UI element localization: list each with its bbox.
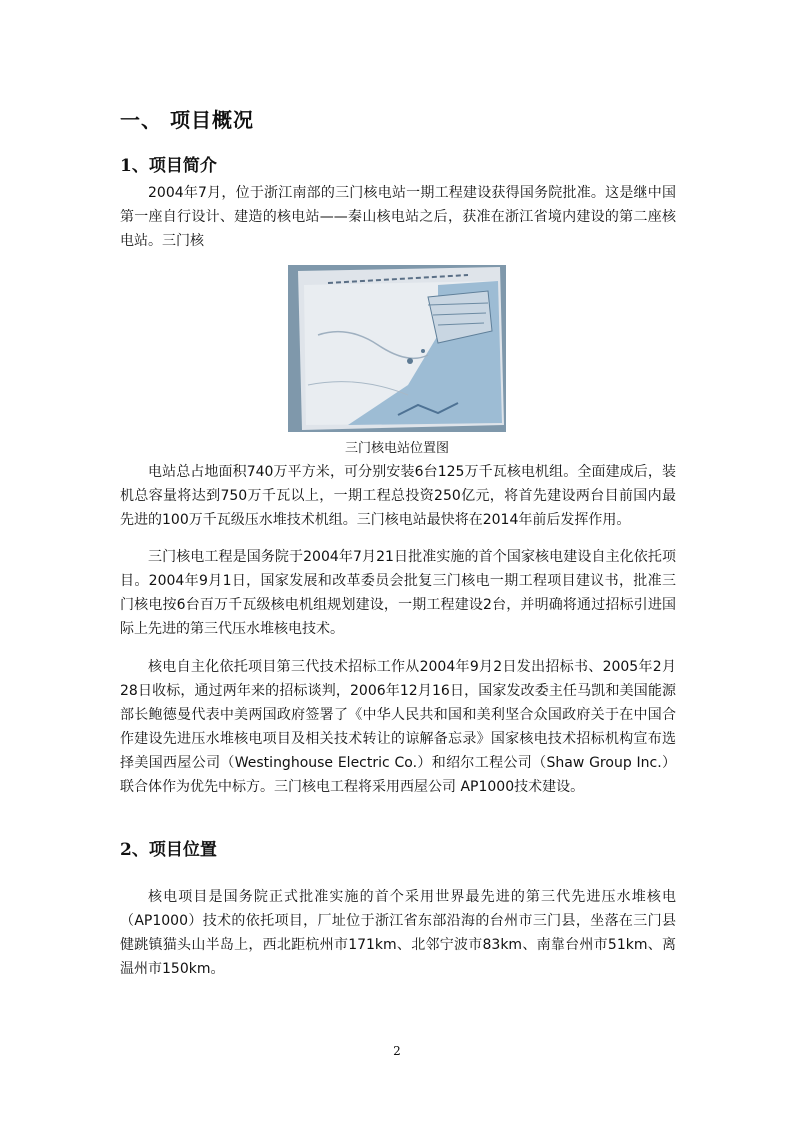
location-heading: 2、项目位置 [120,840,217,860]
location-paragraph-1: 核电项目是国务院正式批准实施的首个采用世界最先进的第三代先进压水堆核电（AP1000）技术的依托项目，厂址位于浙江省东部沿海的台州市三门县，坐落在三门县健跳镇猫头山半岛上，西北距杭州市171km、北邻宁波市83km、南靠台州市51km、离温州市150km。 [120,889,676,977]
intro-paragraph-4: 核电自主化依托项目第三代技术招标工作从2004年9月2日发出招标书、2005年2月28日收标，通过两年来的招标谈判，2006年12月16日，国家发改委主任马凯和美国能源部长鲍德曼代表中美两国政府签署了《中华人民共和国和美利坚合众国政府关于在中国合作建设先进压水堆核电项目及相关技术转让的谅解备忘录》国家核电技术招标机构宣布选择美国西屋公司（Westinghouse Electric Co.）和绍尔工程公司（Shaw Group Inc.）联合体作为优先中标方。三门核电工程将采用西屋公司 AP1000技术建设。 [120,659,676,795]
intro-paragraph-3: 三门核电工程是国务院于2004年7月21日批准实施的首个国家核电建设自主化依托项目。2004年9月1日，国家发展和改革委员会批复三门核电一期工程项目建议书，批准三门核电按6台百万千瓦级核电机组规划建设，一期工程建设2台，并明确将通过招标引进国际上先进的第三代压水堆核电技术。 [120,549,676,637]
site-location-map-image [288,265,506,432]
intro-paragraph-2: 电站总占地面积740万平方米，可分别安装6台125万千瓦核电机组。全面建成后，装机总容量将达到750万千瓦以上，一期工程总投资250亿元，将首先建设两台目前国内最先进的100万千瓦级压水堆技术机组。三门核电站最快将在2014年前后发挥作用。 [120,464,676,528]
page-number: 2 [393,1044,401,1058]
intro-heading: 1、项目简介 [120,156,217,176]
section-title: 一、 项目概况 [120,108,254,132]
intro-paragraph-1: 2004年7月，位于浙江南部的三门核电站一期工程建设获得国务院批准。这是继中国第一座自行设计、建造的核电站——秦山核电站之后，获准在浙江省境内建设的第二座核电站。三门核 [120,185,676,249]
figure-caption: 三门核电站位置图 [344,441,449,456]
